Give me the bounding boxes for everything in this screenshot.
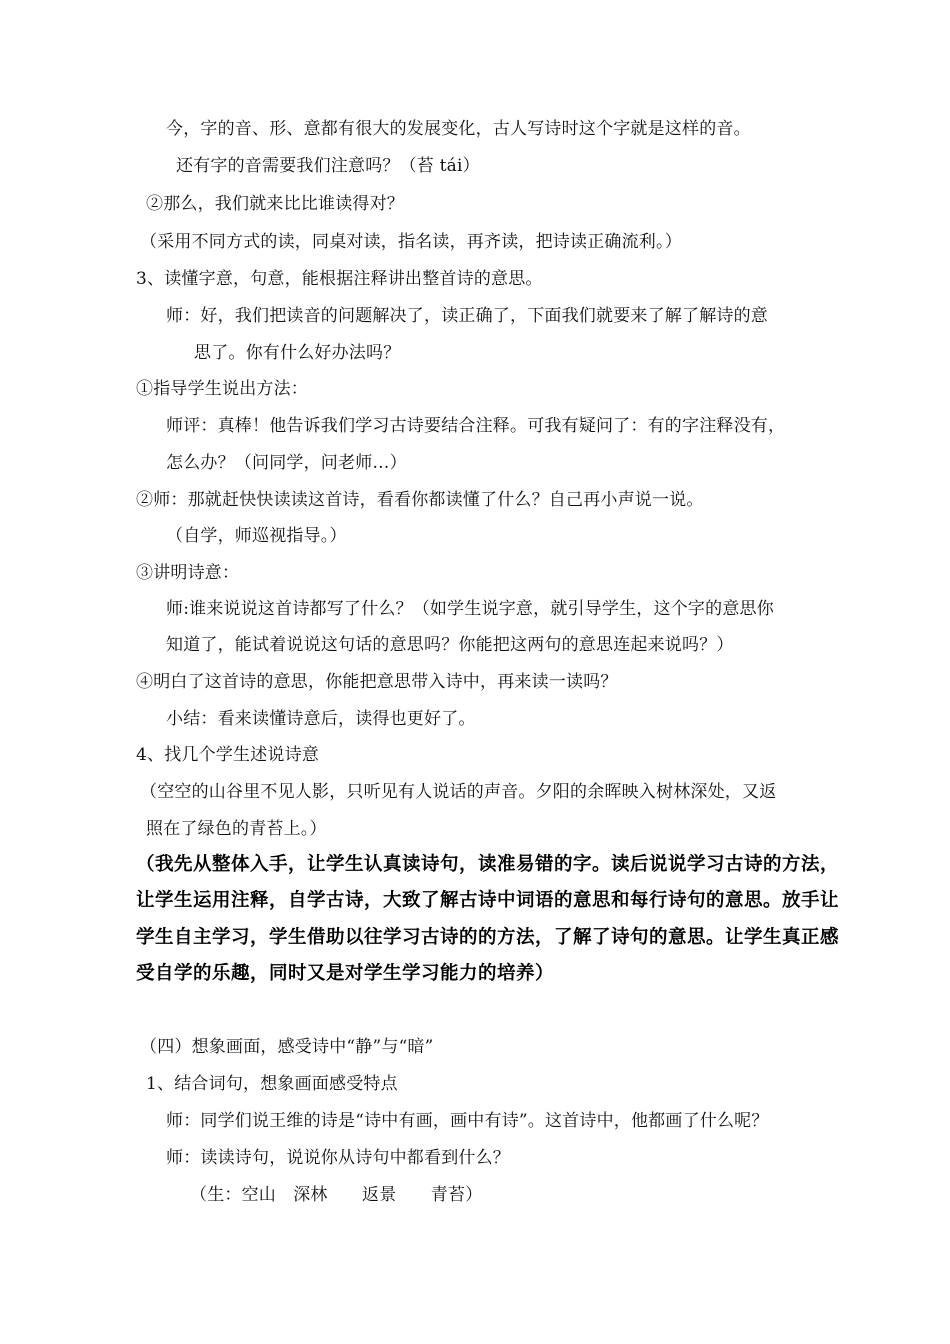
commentary-line: （我先从整体入手，让学生认真读诗句，读准易错的字。读后说说学习古诗的方法， [136, 854, 840, 875]
subsection-heading: 1、结合词句，想象画面感受特点 [146, 1074, 398, 1094]
section-heading: 4、找几个学生述说诗意 [136, 745, 320, 765]
text-line: 师：好，我们把读音的问题解决了，读正确了，下面我们就要来了解了解诗的意 [166, 306, 768, 326]
text-line: 思了。你有什么好办法吗？ [194, 343, 401, 363]
commentary-line: 受自学的乐趣，同时又是对学生学习能力的培养） [136, 963, 555, 984]
text-line: 师：读读诗句，说说你从诗句中都看到什么？ [166, 1148, 510, 1168]
text-line: 师评：真棒！他告诉我们学习古诗要结合注释。可我有疑问了：有的字注释没有， [166, 416, 786, 436]
text-line: （自学，师巡视指导。） [166, 526, 347, 546]
text-line: （空空的山谷里不见人影，只听见有人说话的声音。夕阳的余晖映入树林深处，又返 [140, 782, 777, 802]
text-line: 怎么办？（问同学，问老师…） [166, 453, 407, 473]
commentary-line: 学生自主学习，学生借助以往学习古诗的的方法，了解了诗句的意思。让学生真正感 [136, 927, 840, 948]
section-heading: 3、读懂字意，句意，能根据注释讲出整首诗的意思。 [136, 269, 543, 289]
text-line: ③讲明诗意： [136, 563, 240, 583]
text-line: 师：同学们说王维的诗是“诗中有画，画中有诗”。这首诗中，他都画了什么呢？ [166, 1111, 769, 1131]
text-line: 师:谁来说说这首诗都写了什么？（如学生说字意，就引导学生，这个字的意思你 [166, 599, 774, 619]
text-line: （采用不同方式的读，同桌对读，指名读，再齐读，把诗读正确流利。） [140, 232, 682, 252]
text-line: 照在了绿色的青苔上。） [146, 819, 327, 839]
commentary-line: 让学生运用注释，自学古诗，大致了解古诗中词语的意思和每行诗句的意思。放手让 [136, 890, 840, 911]
text-line: ②那么，我们就来比比谁读得对？ [146, 194, 404, 214]
text-line: 知道了，能试着说说这句话的意思吗？你能把这两句的意思连起来说吗？） [166, 635, 734, 655]
section-heading: （四）想象画面，感受诗中“静”与“暗” [140, 1037, 434, 1057]
text-line: （生：空山 深林 返景 青苔） [190, 1185, 483, 1205]
text-line: ①指导学生说出方法： [136, 379, 308, 399]
text-line: 小结：看来读懂诗意后，读得也更好了。 [166, 709, 476, 729]
text-line: 还有字的音需要我们注意吗？（苔 tái） [176, 156, 480, 176]
text-line: 今，字的音、形、意都有很大的发展变化，古人写诗时这个字就是这样的音。 [166, 119, 751, 139]
text-line: ④明白了这首诗的意思，你能把意思带入诗中，再来读一读吗？ [136, 672, 618, 692]
text-line: ②师：那就赶快快读读这首诗，看看你都读懂了什么？自己再小声说一说。 [136, 490, 704, 510]
